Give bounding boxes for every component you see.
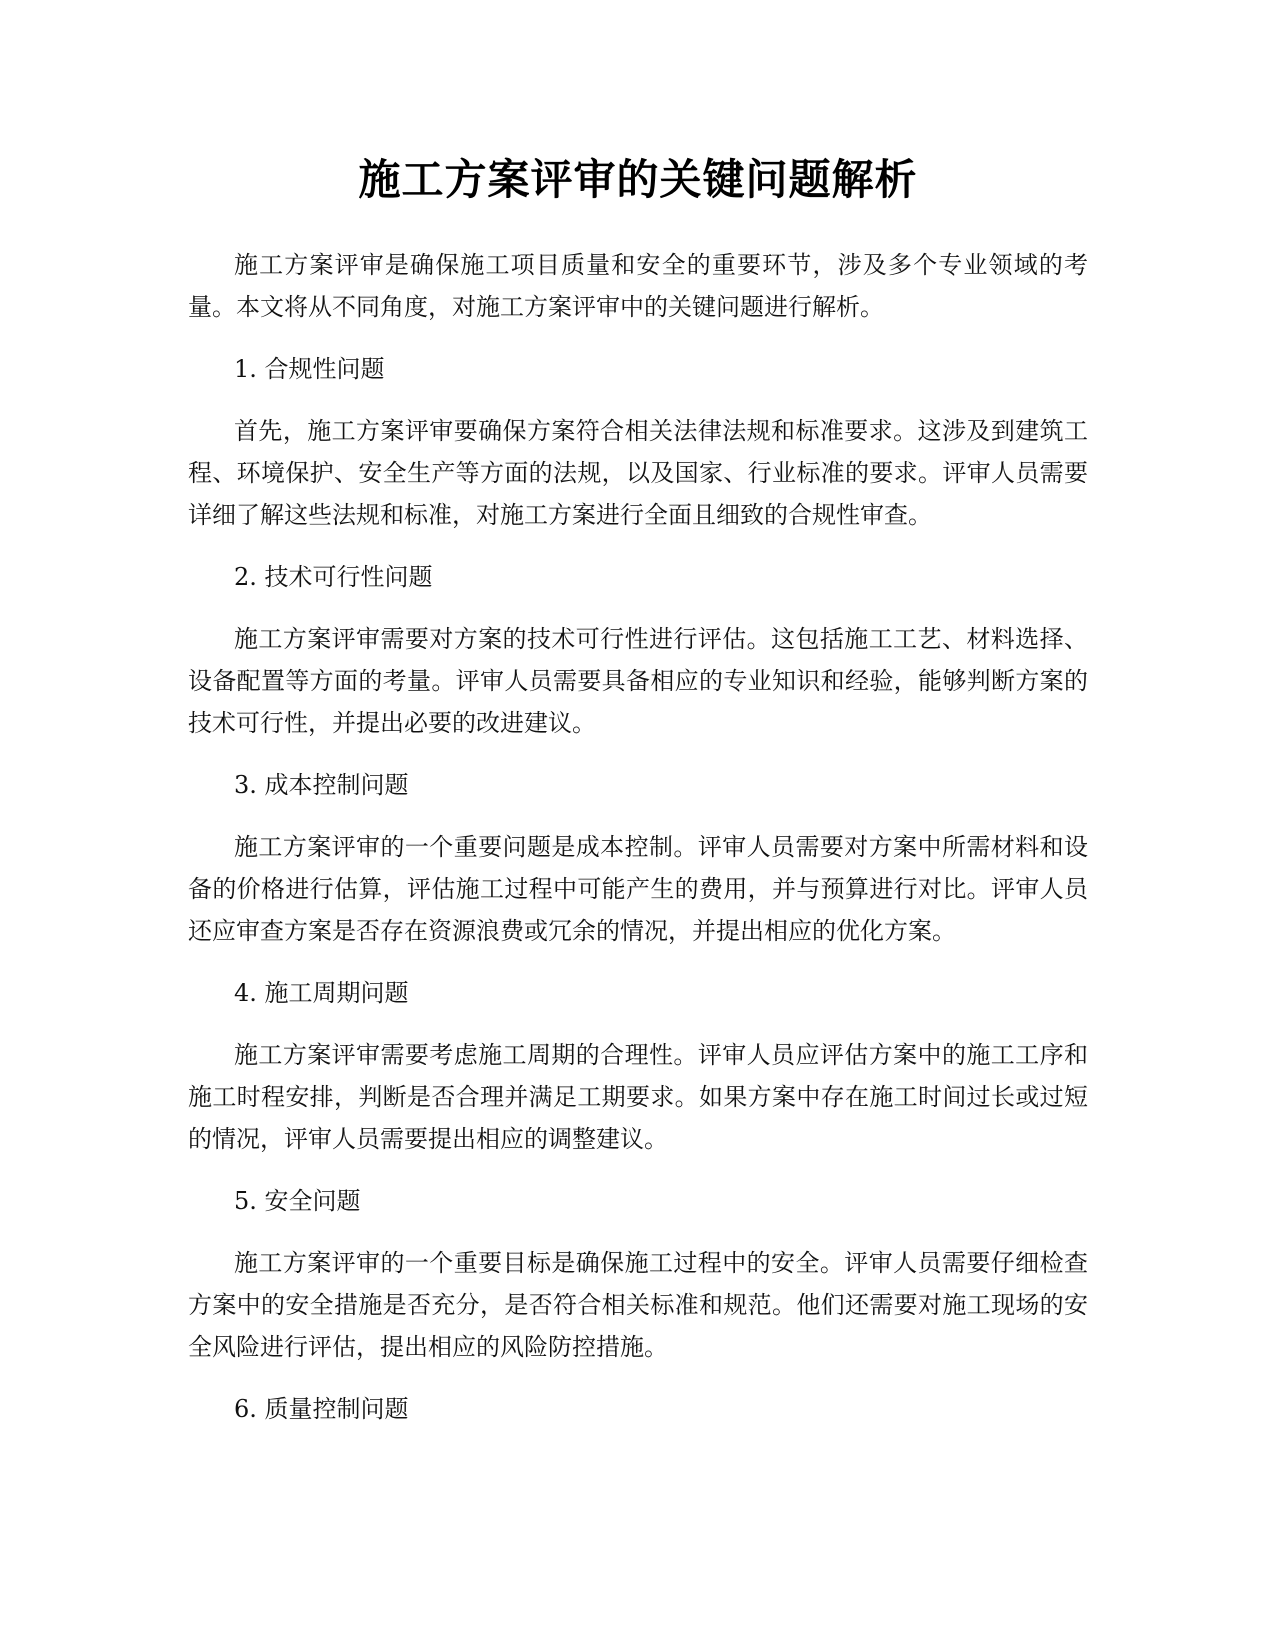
section-paragraph-5: 施工方案评审的一个重要目标是确保施工过程中的安全。评审人员需要仔细检查方案中的安全措施是否充分，是否符合相关标准和规范。他们还需要对施工现场的安全风险进行评估，提出相应的风险防控措施。 (188, 1249, 1088, 1361)
section-paragraph-2: 施工方案评审需要对方案的技术可行性进行评估。这包括施工工艺、材料选择、设备配置等方面的考量。评审人员需要具备相应的专业知识和经验，能够判断方案的技术可行性，并提出必要的改进建议。 (188, 625, 1088, 737)
section-heading-1: 1. 合规性问题 (234, 355, 385, 383)
page-title: 施工方案评审的关键问题解析 (358, 155, 918, 204)
section-heading-2: 2. 技术可行性问题 (234, 563, 433, 591)
section-heading-3: 3. 成本控制问题 (234, 771, 409, 799)
section-heading-5: 5. 安全问题 (234, 1187, 361, 1215)
section-paragraph-1: 首先，施工方案评审要确保方案符合相关法律法规和标准要求。这涉及到建筑工程、环境保护、安全生产等方面的法规，以及国家、行业标准的要求。评审人员需要详细了解这些法规和标准，对施工方案进行全面且细致的合规性审查。 (188, 417, 1088, 529)
section-heading-4: 4. 施工周期问题 (234, 979, 409, 1007)
section-paragraph-4: 施工方案评审需要考虑施工周期的合理性。评审人员应评估方案中的施工工序和施工时程安排，判断是否合理并满足工期要求。如果方案中存在施工时间过长或过短的情况，评审人员需要提出相应的调整建议。 (188, 1041, 1088, 1153)
section-paragraph-3: 施工方案评审的一个重要问题是成本控制。评审人员需要对方案中所需材料和设备的价格进行估算，评估施工过程中可能产生的费用，并与预算进行对比。评审人员还应审查方案是否存在资源浪费或冗余的情况，并提出相应的优化方案。 (188, 833, 1088, 945)
document-content (188, 150, 1088, 1430)
section-heading-6: 6. 质量控制问题 (234, 1395, 409, 1423)
intro-paragraph: 施工方案评审是确保施工项目质量和安全的重要环节，涉及多个专业领域的考量。本文将从不同角度，对施工方案评审中的关键问题进行解析。 (188, 251, 1088, 321)
